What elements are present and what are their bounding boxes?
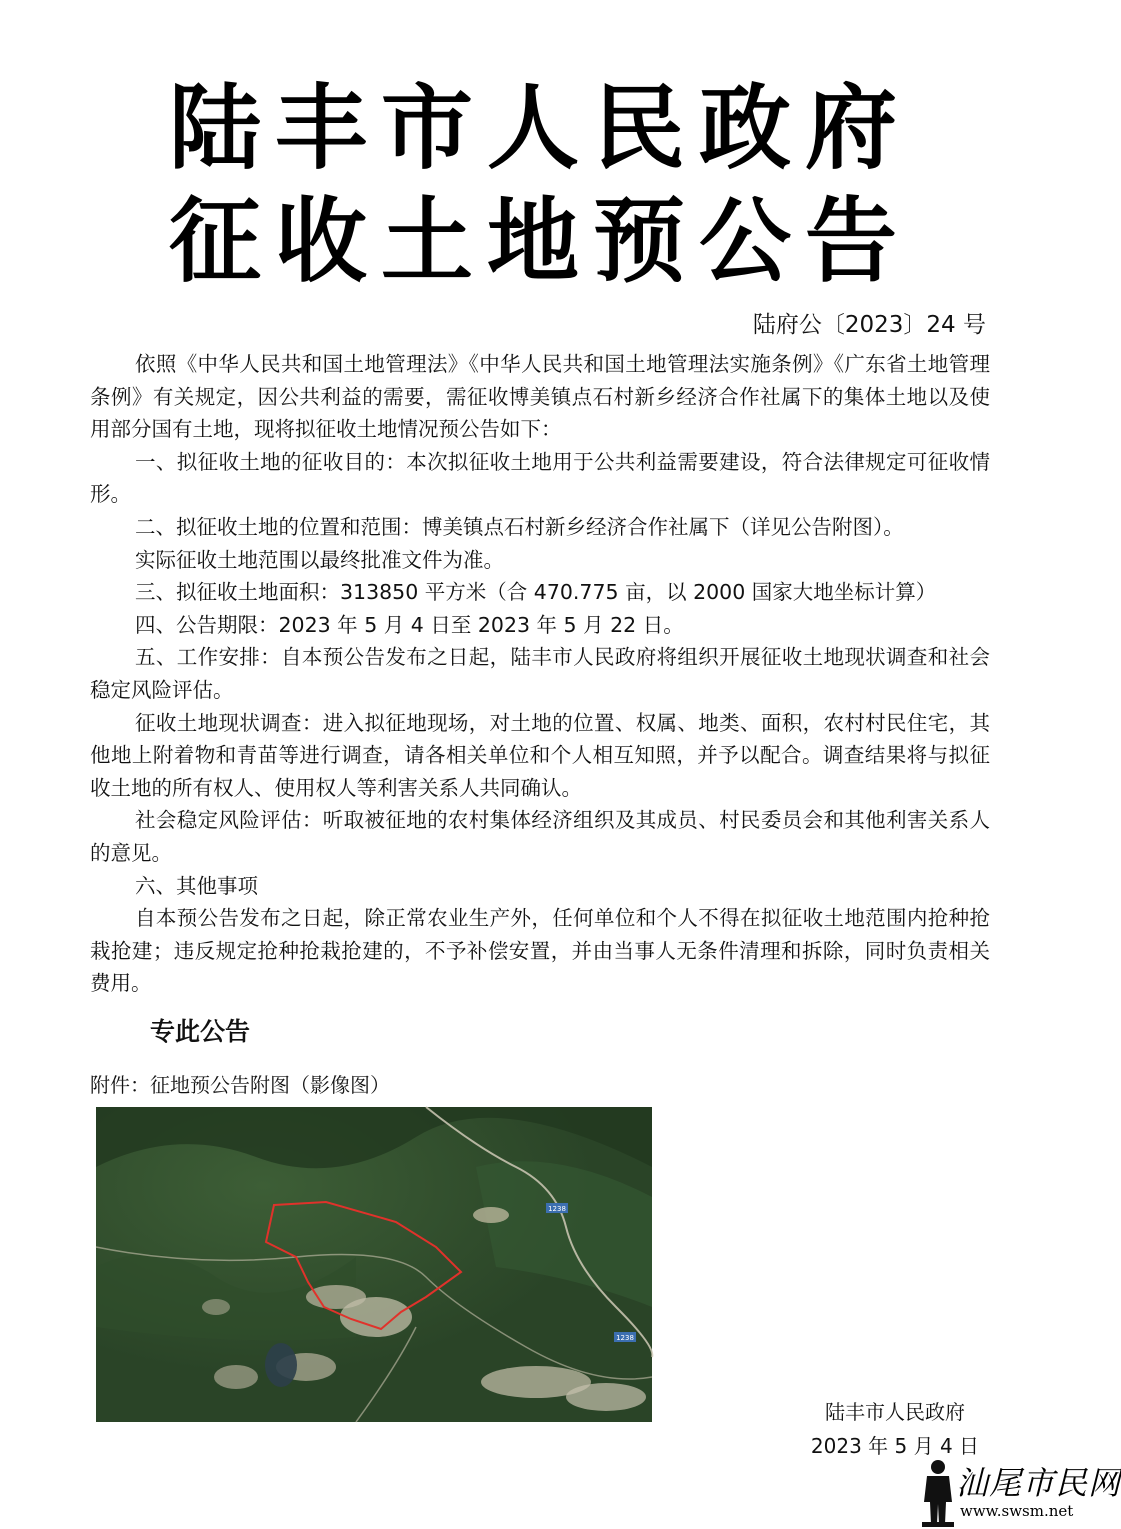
signature-date: 2023 年 5 月 4 日 bbox=[810, 1434, 980, 1458]
paragraph: 二、拟征收土地的位置和范围：博美镇点石村新乡经济合作社属下（详见公告附图）。 bbox=[135, 514, 904, 539]
watermark-url: www.swsm.net bbox=[960, 1502, 1074, 1520]
paragraph: 三、拟征收土地面积：313850 平方米（合 470.775 亩，以 2000 国家大地坐标计算） bbox=[135, 580, 937, 605]
person-silhouette-icon bbox=[920, 1458, 956, 1528]
road-label: 1238 bbox=[548, 1205, 566, 1213]
page-subtitle: 征收土地预公告 bbox=[168, 187, 911, 295]
signature-org: 陆丰市人民政府 bbox=[825, 1400, 965, 1424]
road-label: 1238 bbox=[616, 1334, 634, 1342]
paragraph: 四、公告期限：2023 年 5 月 4 日至 2023 年 5 月 22 日。 bbox=[135, 612, 684, 637]
satellite-map-image bbox=[96, 1107, 652, 1422]
site-watermark bbox=[920, 1458, 1121, 1528]
announcement-body bbox=[90, 348, 990, 1000]
paragraph: 六、其他事项 bbox=[135, 873, 258, 898]
paragraph: 实际征收土地范围以最终批准文件为准。 bbox=[135, 547, 504, 572]
paragraph: 依照《中华人民共和国土地管理法》《中华人民共和国土地管理法实施条例》《广东省土地管理条例》有关规定，因公共利益的需要，需征收博美镇点石村新乡经济合作社属下的集体土地以及使用部分国有土地，现将拟征收土地情况预公告如下： bbox=[90, 352, 990, 442]
paragraph: 五、工作安排：自本预公告发布之日起，陆丰市人民政府将组织开展征收土地现状调查和社会稳定风险评估。 bbox=[90, 645, 990, 702]
paragraph: 一、拟征收土地的征收目的：本次拟征收土地用于公共利益需要建设，符合法律规定可征收情形。 bbox=[90, 449, 990, 507]
page-title: 陆丰市人民政府 bbox=[168, 74, 911, 182]
closing-statement: 专此公告 bbox=[150, 1017, 251, 1046]
watermark-text: 汕尾市民网 bbox=[956, 1464, 1121, 1502]
paragraph: 社会稳定风险评估：听取被征地的农村集体经济组织及其成员、村民委员会和其他利害关系人的意见。 bbox=[90, 808, 990, 865]
paragraph: 征收土地现状调查：进入拟征地现场，对土地的位置、权属、地类、面积，农村村民住宅，其他地上附着物和青苗等进行调查，请各相关单位和个人相互知照，并予以配合。调查结果将与拟征收土地的所有权人、使用权人等利害关系人共同确认。 bbox=[90, 710, 990, 800]
attachment-label: 附件：征地预公告附图（影像图） bbox=[90, 1073, 390, 1097]
document-number: 陆府公〔2023〕24 号 bbox=[752, 312, 986, 338]
paragraph: 自本预公告发布之日起，除正常农业生产外，任何单位和个人不得在拟征收土地范围内抢种抢栽抢建；违反规定抢种抢栽抢建的，不予补偿安置，并由当事人无条件清理和拆除，同时负责相关费用。 bbox=[90, 906, 990, 996]
